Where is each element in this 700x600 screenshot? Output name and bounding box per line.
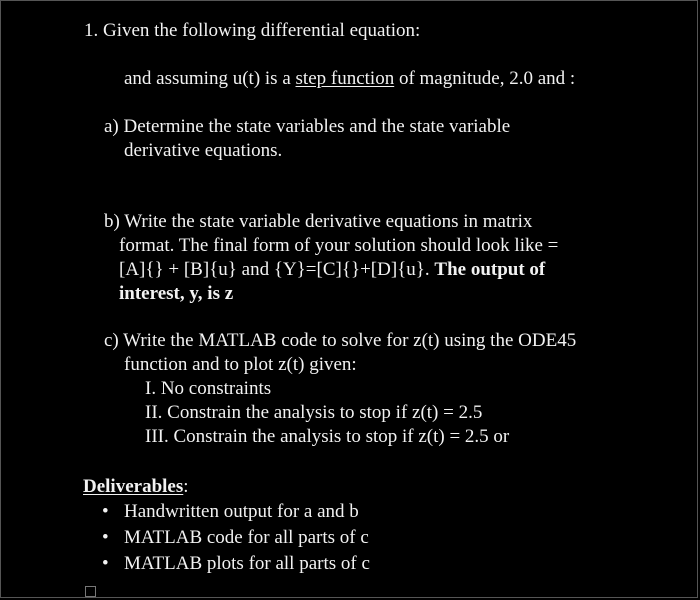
deliverable-item-label: MATLAB code for all parts of c [124,527,369,548]
step-function-link[interactable]: step function [295,68,395,89]
part-c-line2: function and to plot z(t) given: [124,354,357,375]
deliverable-item [102,552,370,576]
part-b-matrix-form: [A]{} + [B]{u} and {Y}=[C]{}+[D]{u}. [119,259,435,280]
part-c-item-1: I. No constraints [145,378,272,399]
part-a-line1: a) Determine the state variables and the state variable [104,116,511,137]
part-b-line3 [119,258,545,282]
assumption-line [124,67,575,91]
part-b-line4 [119,282,233,306]
part-b-line2: format. The final form of your solution should look like = [119,235,559,256]
part-c-line1: c) Write the MATLAB code to solve for z(t) using the ODE45 [104,330,577,351]
deliverable-item-label: MATLAB plots for all parts of c [124,553,370,574]
deliverable-item [102,526,369,550]
part-c-item-2: II. Constrain the analysis to stop if z(t) = 2.5 [145,402,483,423]
bullet-icon: • [102,501,109,522]
deliverables-title: Deliverables [83,476,184,497]
part-b-output-bold: The output of [434,259,546,280]
deliverables-heading [83,475,189,499]
bullet-icon: • [102,527,109,548]
problem-heading: 1. Given the following differential equation: [84,20,421,41]
assumption-prefix: and assuming u(t) is a [124,68,296,89]
deliverable-item [102,500,359,524]
part-b-interest-bold: interest, y, is z [119,283,234,304]
part-c-item-3: III. Constrain the analysis to stop if z(t) = 2.5 or [145,426,510,447]
assumption-suffix: of magnitude, 2.0 and : [394,68,576,89]
deliverables-colon: : [183,476,189,497]
deliverable-item-label: Handwritten output for a and b [124,501,359,522]
part-b-line1: b) Write the state variable derivative equations in matrix [104,211,533,232]
part-a-line2: derivative equations. [124,140,283,161]
checkbox-icon[interactable] [85,586,96,597]
bullet-icon: • [102,553,109,574]
